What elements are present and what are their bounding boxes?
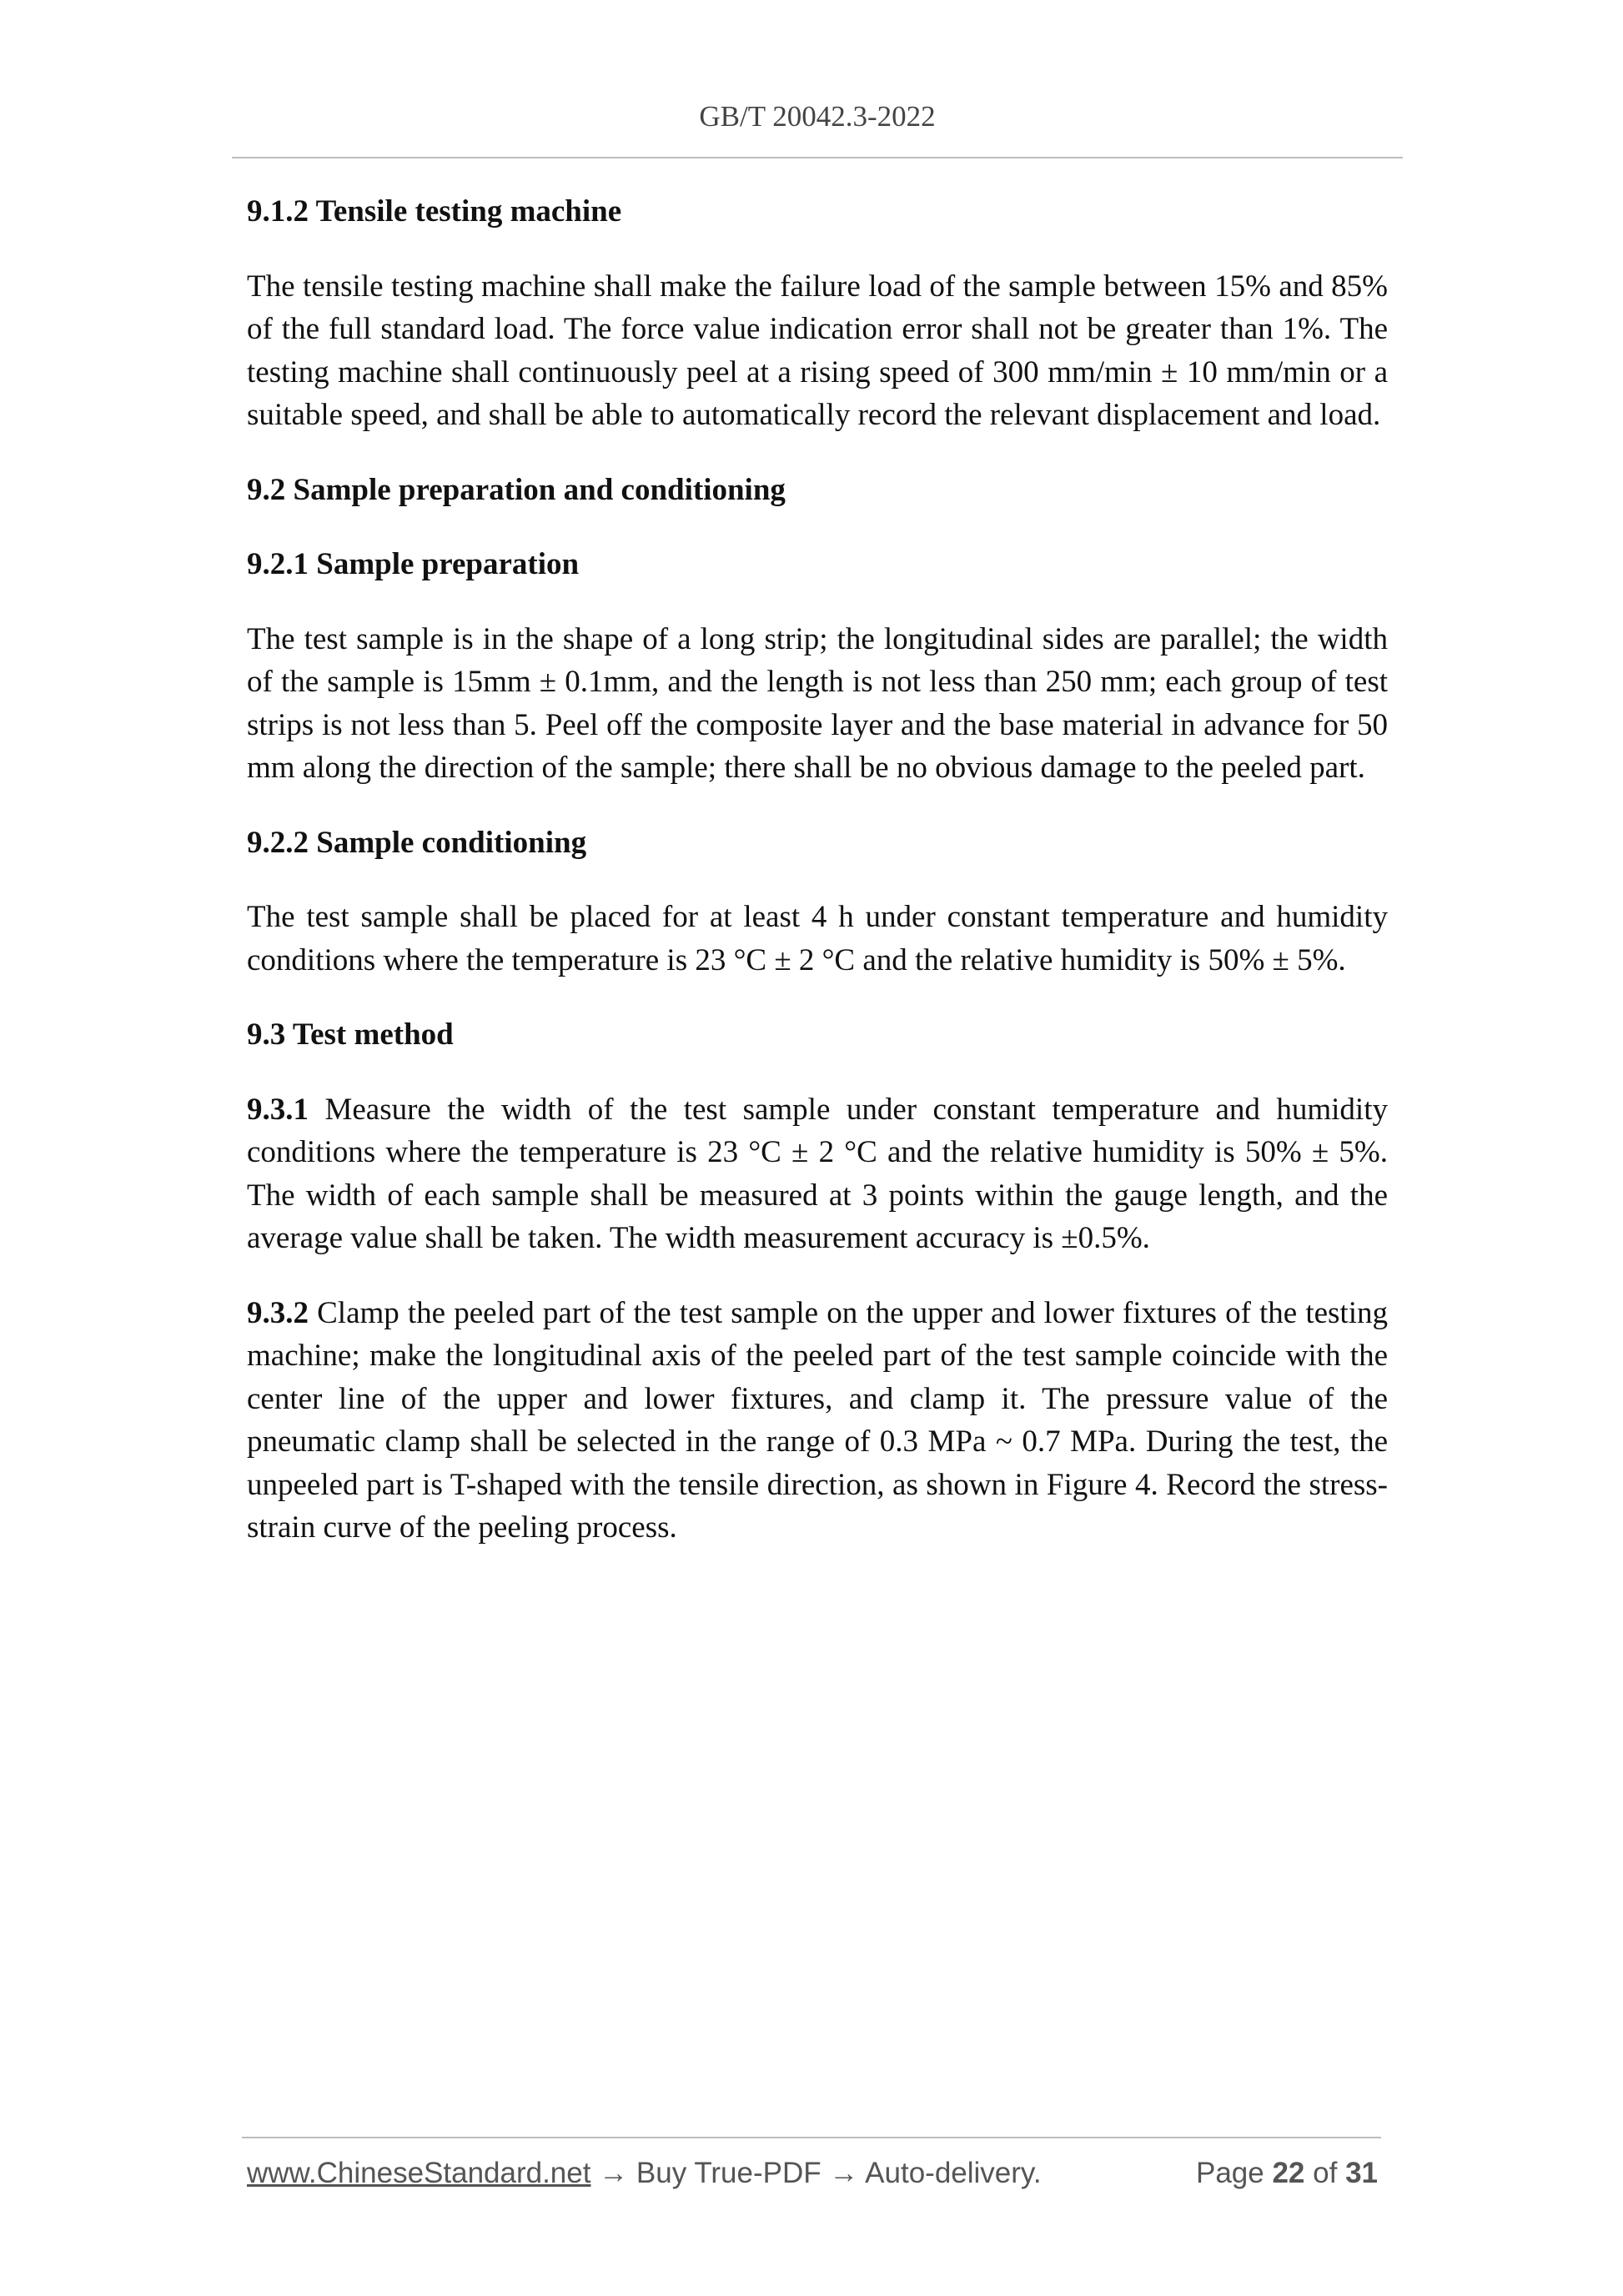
heading-9-2-1: 9.2.1 Sample preparation	[247, 547, 580, 581]
clause-9-3-1	[247, 1088, 1388, 1260]
website-link[interactable]: www.ChineseStandard.net	[247, 2157, 591, 2189]
heading-9-2: 9.2 Sample preparation and conditioning	[247, 472, 786, 507]
page-of-label: of	[1313, 2157, 1338, 2189]
heading-9-2-2: 9.2.2 Sample conditioning	[247, 825, 587, 860]
heading-9-1-2: 9.1.2 Tensile testing machine	[247, 194, 622, 229]
footer-promo	[247, 2157, 1042, 2190]
clause-text-9-3-2: Clamp the peeled part of the test sample on the upper and lower fixtures of the testing machine; make the longitudinal axis of the peeled part of the test sample coincide with the center line of the upper and lower fixtures, and clamp it. The pressure value of the pneumatic clamp shall be selected in the range of 0.3 MPa ~ 0.7 MPa. During the test, the unpeeled part is T-shaped with the tensile direction, as shown in Figure 4. Record the stress-strain curve of the peeling process.	[247, 1295, 1388, 1545]
page-header: GB/T 20042.3-2022	[699, 100, 936, 133]
page-current: 22	[1272, 2157, 1305, 2189]
paragraph-9-2-1: The test sample is in the shape of a long strip; the longitudinal sides are parallel; the width of the sample is 15mm ± 0.1mm, and the length is not less than 250 mm; each group of test strips is not less than 5. Peel off the composite layer and the base material in advance for 50 mm along the direction of the sample; there shall be no obvious damage to the peeled part.	[247, 621, 1388, 785]
clause-9-3-2	[247, 1292, 1388, 1550]
footer-promo-text: → Buy True-PDF → Auto-delivery.	[590, 2157, 1042, 2189]
clause-number-9-3-2: 9.3.2	[247, 1295, 309, 1330]
heading-9-3: 9.3 Test method	[247, 1017, 454, 1052]
header-divider	[232, 157, 1403, 158]
page-total: 31	[1345, 2157, 1378, 2189]
page-number	[1196, 2157, 1378, 2190]
paragraph-9-2-2: The test sample shall be placed for at least 4 h under constant temperature and humidity conditions where the temperature is 23 °C ± 2 °C and the relative humidity is 50% ± 5%.	[247, 900, 1388, 977]
page-label: Page	[1195, 2157, 1264, 2189]
clause-number-9-3-1: 9.3.1	[247, 1092, 309, 1127]
page-footer	[247, 2157, 1378, 2190]
footer-divider	[242, 2137, 1381, 2138]
paragraph-9-1-2: The tensile testing machine shall make the failure load of the sample between 15% and 85% of the full standard load. The force value indication error shall not be greater than 1%. The testing machine shall continuously peel at a rising speed of 300 mm/min ± 10 mm/min or a suitable speed, and shall be able to automatically record the relevant displacement and load.	[247, 269, 1388, 432]
clause-text-9-3-1: Measure the width of the test sample under constant temperature and humidity conditions where the temperature is 23 °C ± 2 °C and the relative humidity is 50% ± 5%. The width of each sample shall be measured at 3 points within the gauge length, and the average value shall be taken. The width measurement accuracy is ±0.5%.	[247, 1092, 1388, 1255]
document-body	[247, 190, 1388, 1581]
